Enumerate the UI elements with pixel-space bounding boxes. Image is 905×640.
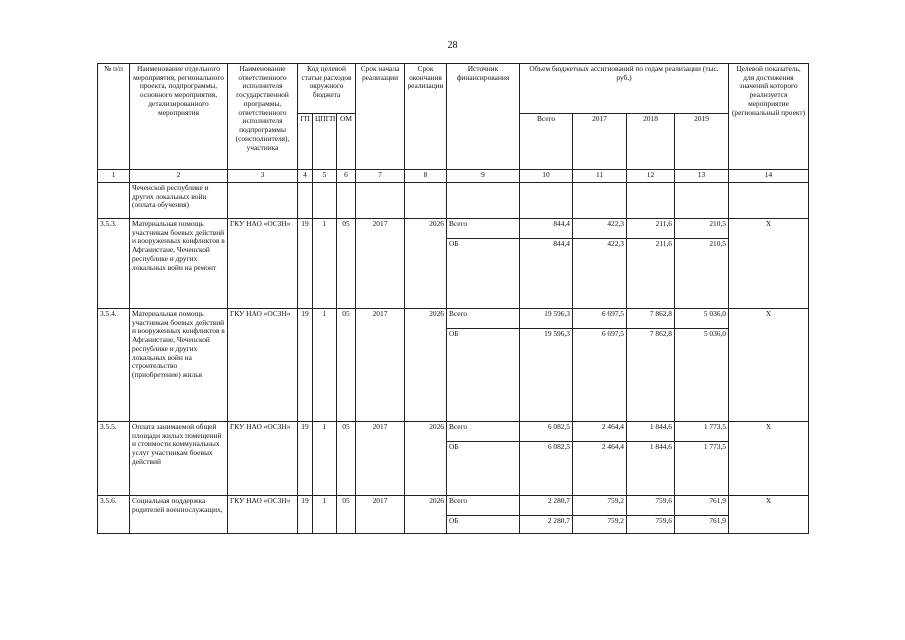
header-funding: Объем бюджетных ассигнований по годам реализации (тыс. руб.) — [520, 64, 729, 114]
value-2019: 5 036,0 — [675, 309, 729, 329]
column-number: 7 — [356, 170, 405, 183]
row-number: 3.5.3. — [98, 219, 130, 309]
column-number: 12 — [627, 170, 675, 183]
total-value: 2 280,7 — [520, 516, 573, 534]
measure-name: Социальная поддержка родителей военнослужащих, — [130, 496, 228, 534]
total-value: 2 280,7 — [520, 496, 573, 516]
header-name: Наименование отдельного мероприятия, регионального проекта, подпрограммы, основного мероприятия, детализированного мероприятия — [130, 64, 228, 170]
code-cpgp: 1 — [313, 422, 337, 496]
executor-name: ГКУ НАО «ОСЗН» — [228, 309, 298, 422]
funding-source: Всего — [447, 309, 520, 329]
end-year: 2026 — [405, 219, 447, 309]
value-2017: 6 697,5 — [573, 329, 627, 422]
column-number: 9 — [447, 170, 520, 183]
column-number: 8 — [405, 170, 447, 183]
measure-name: Оплата занимаемой общей площади жилых помещений и стоимости коммунальных услуг участникам боевых действий — [130, 422, 228, 496]
header-2017: 2017 — [573, 114, 627, 170]
code-om: 05 — [337, 219, 356, 309]
funding-source: ОБ — [447, 239, 520, 309]
start-year: 2017 — [356, 309, 405, 422]
header-2019: 2019 — [675, 114, 729, 170]
code-cpgp: 1 — [313, 496, 337, 534]
value-2017: 759,2 — [573, 516, 627, 534]
value-2017: 2 464,4 — [573, 442, 627, 496]
value-2019: 761,9 — [675, 496, 729, 516]
value-2019: 5 036,0 — [675, 329, 729, 422]
table-row — [98, 219, 809, 239]
funding-source: Всего — [447, 219, 520, 239]
start-year: 2017 — [356, 219, 405, 309]
total-value: 6 082,5 — [520, 442, 573, 496]
value-2017: 759,2 — [573, 496, 627, 516]
start-year: 2017 — [356, 496, 405, 534]
measure-name: Материальная помощь участникам боевых действий и вооруженных конфликтов в Афганистане, Чеченской республике и других локальных войн на строительство (приобретение) жилья — [130, 309, 228, 422]
code-om: 05 — [337, 309, 356, 422]
column-number: 5 — [313, 170, 337, 183]
header-gp: ГП — [298, 114, 313, 170]
table-row — [98, 496, 809, 516]
value-2017: 422,3 — [573, 219, 627, 239]
column-number: 4 — [298, 170, 313, 183]
end-year: 2026 — [405, 309, 447, 422]
code-cpgp: 1 — [313, 309, 337, 422]
funding-source: ОБ — [447, 516, 520, 534]
header-om: ОМ — [337, 114, 356, 170]
value-2017: 422,3 — [573, 239, 627, 309]
row-number: 3.5.5. — [98, 422, 130, 496]
code-cpgp: 1 — [313, 219, 337, 309]
code-gp: 19 — [298, 422, 313, 496]
header-budget-code: Код целевой статьи расходов окружного бюджета — [298, 64, 356, 114]
code-gp: 19 — [298, 496, 313, 534]
funding-source: Всего — [447, 422, 520, 442]
header-cpgp: ЦПГП — [313, 114, 337, 170]
executor-name: ГКУ НАО «ОСЗН» — [228, 219, 298, 309]
end-year: 2026 — [405, 422, 447, 496]
target-indicator: Х — [729, 496, 809, 534]
target-indicator: Х — [729, 422, 809, 496]
header-num: № п/п — [98, 64, 130, 170]
value-2019: 1 773,5 — [675, 442, 729, 496]
row-number: 3.5.4. — [98, 309, 130, 422]
value-2017: 6 697,5 — [573, 309, 627, 329]
value-2018: 759,6 — [627, 516, 675, 534]
end-year: 2026 — [405, 496, 447, 534]
table-row — [98, 309, 809, 329]
value-2018: 1 844,6 — [627, 442, 675, 496]
total-value: 19 596,3 — [520, 309, 573, 329]
value-2017: 2 464,4 — [573, 422, 627, 442]
header-2018: 2018 — [627, 114, 675, 170]
total-value: 844,4 — [520, 239, 573, 309]
code-gp: 19 — [298, 309, 313, 422]
value-2018: 211,6 — [627, 239, 675, 309]
continuation-text: Чеченской республике и других локальных войн (оплата обучения) — [130, 183, 228, 219]
table-row — [98, 422, 809, 442]
column-number: 2 — [130, 170, 228, 183]
start-year: 2017 — [356, 422, 405, 496]
column-number: 6 — [337, 170, 356, 183]
header-end: Срок окончания реализации — [405, 64, 447, 170]
total-value: 844,4 — [520, 219, 573, 239]
code-om: 05 — [337, 422, 356, 496]
value-2018: 759,6 — [627, 496, 675, 516]
value-2018: 7 862,8 — [627, 309, 675, 329]
page-number: 28 — [447, 40, 458, 51]
value-2018: 7 862,8 — [627, 329, 675, 422]
column-number: 1 — [98, 170, 130, 183]
funding-source: Всего — [447, 496, 520, 516]
target-indicator: Х — [729, 219, 809, 309]
column-number: 14 — [729, 170, 809, 183]
column-number-row — [98, 170, 809, 183]
column-number: 10 — [520, 170, 573, 183]
header-start: Срок начала реализации — [356, 64, 405, 170]
header-source: Источник финансирования — [447, 64, 520, 170]
value-2019: 210,5 — [675, 239, 729, 309]
measure-name: Материальная помощь участникам боевых действий и вооруженных конфликтов в Афганистане, Чеченской республике и других локальных войн на ремонт — [130, 219, 228, 309]
total-value: 6 082,5 — [520, 422, 573, 442]
value-2018: 1 844,6 — [627, 422, 675, 442]
value-2018: 211,6 — [627, 219, 675, 239]
column-number: 13 — [675, 170, 729, 183]
column-number: 11 — [573, 170, 627, 183]
code-om: 05 — [337, 496, 356, 534]
total-value: 19 596,3 — [520, 329, 573, 422]
column-number: 3 — [228, 170, 298, 183]
continuation-row — [98, 183, 809, 219]
row-number: 3.5.6. — [98, 496, 130, 534]
funding-source: ОБ — [447, 442, 520, 496]
header-executor: Наименование ответственного исполнителя государственной программы, ответственного исполнителя подпрограммы (соисполнителя), участника — [228, 64, 298, 170]
header-total: Всего — [520, 114, 573, 170]
funding-source: ОБ — [447, 329, 520, 422]
value-2019: 210,5 — [675, 219, 729, 239]
code-gp: 19 — [298, 219, 313, 309]
executor-name: ГКУ НАО «ОСЗН» — [228, 496, 298, 534]
value-2019: 1 773,5 — [675, 422, 729, 442]
header-target: Целевой показатель, для достижения значений которого реализуется мероприятие (региональный проект) — [729, 64, 809, 170]
value-2019: 761,9 — [675, 516, 729, 534]
executor-name: ГКУ НАО «ОСЗН» — [228, 422, 298, 496]
budget-table — [97, 63, 809, 534]
target-indicator: Х — [729, 309, 809, 422]
